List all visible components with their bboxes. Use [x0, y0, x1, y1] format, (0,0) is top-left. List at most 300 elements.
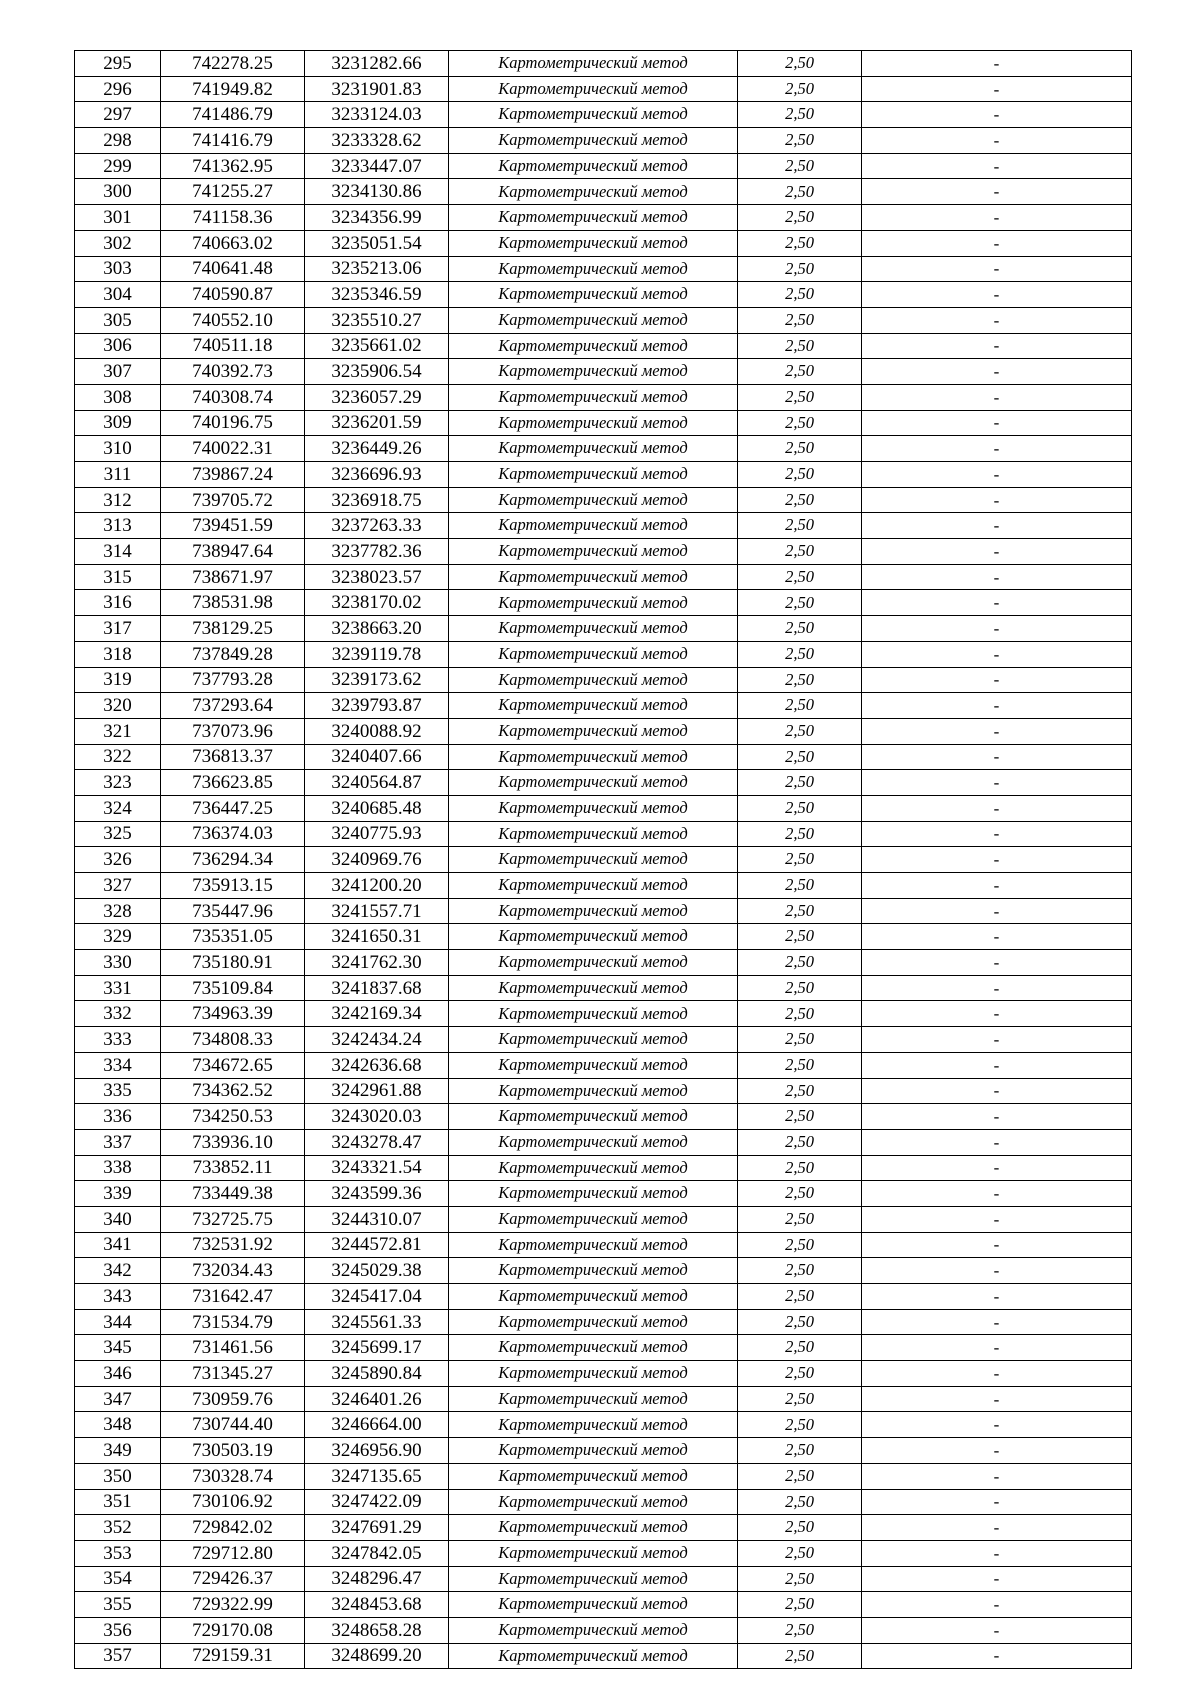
method-cell: Картометрический метод	[449, 51, 738, 77]
point-number-cell: 312	[75, 487, 161, 513]
x-coordinate-cell: 736374.03	[161, 821, 305, 847]
accuracy-cell: 2,50	[738, 1335, 862, 1361]
method-cell: Картометрический метод	[449, 1309, 738, 1335]
table-row	[75, 102, 1132, 128]
description-cell: -	[862, 795, 1132, 821]
table-row	[75, 1052, 1132, 1078]
method-cell: Картометрический метод	[449, 1540, 738, 1566]
point-number-cell: 346	[75, 1361, 161, 1387]
table-row	[75, 1515, 1132, 1541]
method-cell: Картометрический метод	[449, 102, 738, 128]
x-coordinate-cell: 730959.76	[161, 1386, 305, 1412]
method-cell: Картометрический метод	[449, 1258, 738, 1284]
x-coordinate-cell: 729426.37	[161, 1566, 305, 1592]
y-coordinate-cell: 3236696.93	[305, 462, 449, 488]
x-coordinate-cell: 738671.97	[161, 564, 305, 590]
method-cell: Картометрический метод	[449, 513, 738, 539]
y-coordinate-cell: 3236449.26	[305, 436, 449, 462]
method-cell: Картометрический метод	[449, 590, 738, 616]
y-coordinate-cell: 3244572.81	[305, 1232, 449, 1258]
description-cell: -	[862, 1258, 1132, 1284]
table-row	[75, 975, 1132, 1001]
y-coordinate-cell: 3240407.66	[305, 744, 449, 770]
point-number-cell: 349	[75, 1438, 161, 1464]
point-number-cell: 351	[75, 1489, 161, 1515]
x-coordinate-cell: 739867.24	[161, 462, 305, 488]
description-cell: -	[862, 924, 1132, 950]
description-cell: -	[862, 1489, 1132, 1515]
point-number-cell: 348	[75, 1412, 161, 1438]
y-coordinate-cell: 3235051.54	[305, 230, 449, 256]
method-cell: Картометрический метод	[449, 1463, 738, 1489]
x-coordinate-cell: 734963.39	[161, 1001, 305, 1027]
method-cell: Картометрический метод	[449, 410, 738, 436]
y-coordinate-cell: 3240564.87	[305, 770, 449, 796]
description-cell: -	[862, 744, 1132, 770]
table-row	[75, 1335, 1132, 1361]
table-row	[75, 205, 1132, 231]
table-row	[75, 153, 1132, 179]
point-number-cell: 313	[75, 513, 161, 539]
accuracy-cell: 2,50	[738, 1001, 862, 1027]
y-coordinate-cell: 3231901.83	[305, 76, 449, 102]
x-coordinate-cell: 729170.08	[161, 1617, 305, 1643]
table-row	[75, 487, 1132, 513]
y-coordinate-cell: 3243020.03	[305, 1104, 449, 1130]
table-row	[75, 1258, 1132, 1284]
point-number-cell: 301	[75, 205, 161, 231]
method-cell: Картометрический метод	[449, 333, 738, 359]
point-number-cell: 335	[75, 1078, 161, 1104]
point-number-cell: 330	[75, 950, 161, 976]
description-cell: -	[862, 1052, 1132, 1078]
method-cell: Картометрический метод	[449, 950, 738, 976]
point-number-cell: 300	[75, 179, 161, 205]
accuracy-cell: 2,50	[738, 1155, 862, 1181]
y-coordinate-cell: 3237782.36	[305, 539, 449, 565]
description-cell: -	[862, 1129, 1132, 1155]
description-cell: -	[862, 1309, 1132, 1335]
table-row	[75, 1309, 1132, 1335]
accuracy-cell: 2,50	[738, 641, 862, 667]
table-row	[75, 539, 1132, 565]
point-number-cell: 336	[75, 1104, 161, 1130]
x-coordinate-cell: 730744.40	[161, 1412, 305, 1438]
description-cell: -	[862, 462, 1132, 488]
point-number-cell: 338	[75, 1155, 161, 1181]
x-coordinate-cell: 733852.11	[161, 1155, 305, 1181]
point-number-cell: 352	[75, 1515, 161, 1541]
method-cell: Картометрический метод	[449, 744, 738, 770]
table-row	[75, 795, 1132, 821]
point-number-cell: 315	[75, 564, 161, 590]
description-cell: -	[862, 1181, 1132, 1207]
method-cell: Картометрический метод	[449, 847, 738, 873]
table-row	[75, 384, 1132, 410]
method-cell: Картометрический метод	[449, 718, 738, 744]
description-cell: -	[862, 616, 1132, 642]
point-number-cell: 295	[75, 51, 161, 77]
accuracy-cell: 2,50	[738, 1129, 862, 1155]
accuracy-cell: 2,50	[738, 616, 862, 642]
method-cell: Картометрический метод	[449, 76, 738, 102]
accuracy-cell: 2,50	[738, 179, 862, 205]
method-cell: Картометрический метод	[449, 1052, 738, 1078]
point-number-cell: 318	[75, 641, 161, 667]
accuracy-cell: 2,50	[738, 307, 862, 333]
x-coordinate-cell: 741362.95	[161, 153, 305, 179]
description-cell: -	[862, 1335, 1132, 1361]
point-number-cell: 324	[75, 795, 161, 821]
point-number-cell: 341	[75, 1232, 161, 1258]
table-row	[75, 1540, 1132, 1566]
accuracy-cell: 2,50	[738, 1489, 862, 1515]
point-number-cell: 325	[75, 821, 161, 847]
accuracy-cell: 2,50	[738, 513, 862, 539]
y-coordinate-cell: 3242169.34	[305, 1001, 449, 1027]
accuracy-cell: 2,50	[738, 975, 862, 1001]
point-number-cell: 339	[75, 1181, 161, 1207]
description-cell: -	[862, 384, 1132, 410]
accuracy-cell: 2,50	[738, 1104, 862, 1130]
table-row	[75, 924, 1132, 950]
point-number-cell: 355	[75, 1592, 161, 1618]
point-number-cell: 340	[75, 1206, 161, 1232]
coordinates-table-body	[75, 51, 1132, 1669]
x-coordinate-cell: 732725.75	[161, 1206, 305, 1232]
method-cell: Картометрический метод	[449, 795, 738, 821]
description-cell: -	[862, 1617, 1132, 1643]
point-number-cell: 306	[75, 333, 161, 359]
point-number-cell: 298	[75, 128, 161, 154]
accuracy-cell: 2,50	[738, 1258, 862, 1284]
x-coordinate-cell: 733936.10	[161, 1129, 305, 1155]
x-coordinate-cell: 732531.92	[161, 1232, 305, 1258]
y-coordinate-cell: 3239119.78	[305, 641, 449, 667]
y-coordinate-cell: 3245890.84	[305, 1361, 449, 1387]
x-coordinate-cell: 741949.82	[161, 76, 305, 102]
x-coordinate-cell: 740641.48	[161, 256, 305, 282]
y-coordinate-cell: 3246664.00	[305, 1412, 449, 1438]
accuracy-cell: 2,50	[738, 333, 862, 359]
point-number-cell: 343	[75, 1284, 161, 1310]
x-coordinate-cell: 740552.10	[161, 307, 305, 333]
x-coordinate-cell: 729712.80	[161, 1540, 305, 1566]
table-row	[75, 693, 1132, 719]
x-coordinate-cell: 740511.18	[161, 333, 305, 359]
method-cell: Картометрический метод	[449, 539, 738, 565]
accuracy-cell: 2,50	[738, 693, 862, 719]
y-coordinate-cell: 3236057.29	[305, 384, 449, 410]
table-row	[75, 307, 1132, 333]
x-coordinate-cell: 738947.64	[161, 539, 305, 565]
point-number-cell: 321	[75, 718, 161, 744]
table-row	[75, 256, 1132, 282]
accuracy-cell: 2,50	[738, 1540, 862, 1566]
y-coordinate-cell: 3247422.09	[305, 1489, 449, 1515]
accuracy-cell: 2,50	[738, 1206, 862, 1232]
description-cell: -	[862, 205, 1132, 231]
y-coordinate-cell: 3241762.30	[305, 950, 449, 976]
method-cell: Картометрический метод	[449, 1001, 738, 1027]
y-coordinate-cell: 3243599.36	[305, 1181, 449, 1207]
description-cell: -	[862, 1104, 1132, 1130]
y-coordinate-cell: 3241837.68	[305, 975, 449, 1001]
accuracy-cell: 2,50	[738, 1412, 862, 1438]
accuracy-cell: 2,50	[738, 1052, 862, 1078]
y-coordinate-cell: 3240775.93	[305, 821, 449, 847]
method-cell: Картометрический метод	[449, 462, 738, 488]
point-number-cell: 299	[75, 153, 161, 179]
table-row	[75, 821, 1132, 847]
accuracy-cell: 2,50	[738, 256, 862, 282]
accuracy-cell: 2,50	[738, 1232, 862, 1258]
point-number-cell: 317	[75, 616, 161, 642]
x-coordinate-cell: 736294.34	[161, 847, 305, 873]
description-cell: -	[862, 1592, 1132, 1618]
x-coordinate-cell: 739705.72	[161, 487, 305, 513]
y-coordinate-cell: 3245561.33	[305, 1309, 449, 1335]
description-cell: -	[862, 1438, 1132, 1464]
description-cell: -	[862, 1540, 1132, 1566]
y-coordinate-cell: 3235346.59	[305, 282, 449, 308]
description-cell: -	[862, 256, 1132, 282]
x-coordinate-cell: 730328.74	[161, 1463, 305, 1489]
point-number-cell: 326	[75, 847, 161, 873]
point-number-cell: 310	[75, 436, 161, 462]
x-coordinate-cell: 740392.73	[161, 359, 305, 385]
point-number-cell: 319	[75, 667, 161, 693]
description-cell: -	[862, 76, 1132, 102]
x-coordinate-cell: 730106.92	[161, 1489, 305, 1515]
table-row	[75, 590, 1132, 616]
description-cell: -	[862, 1232, 1132, 1258]
table-row	[75, 641, 1132, 667]
accuracy-cell: 2,50	[738, 821, 862, 847]
method-cell: Картометрический метод	[449, 1181, 738, 1207]
description-cell: -	[862, 667, 1132, 693]
y-coordinate-cell: 3243321.54	[305, 1155, 449, 1181]
y-coordinate-cell: 3246956.90	[305, 1438, 449, 1464]
table-row	[75, 1617, 1132, 1643]
point-number-cell: 296	[75, 76, 161, 102]
y-coordinate-cell: 3244310.07	[305, 1206, 449, 1232]
y-coordinate-cell: 3239793.87	[305, 693, 449, 719]
description-cell: -	[862, 641, 1132, 667]
accuracy-cell: 2,50	[738, 282, 862, 308]
table-row	[75, 1592, 1132, 1618]
point-number-cell: 354	[75, 1566, 161, 1592]
accuracy-cell: 2,50	[738, 487, 862, 513]
x-coordinate-cell: 737073.96	[161, 718, 305, 744]
method-cell: Картометрический метод	[449, 179, 738, 205]
table-row	[75, 1284, 1132, 1310]
description-cell: -	[862, 359, 1132, 385]
description-cell: -	[862, 898, 1132, 924]
y-coordinate-cell: 3248453.68	[305, 1592, 449, 1618]
point-number-cell: 328	[75, 898, 161, 924]
method-cell: Картометрический метод	[449, 924, 738, 950]
method-cell: Картометрический метод	[449, 487, 738, 513]
accuracy-cell: 2,50	[738, 1438, 862, 1464]
x-coordinate-cell: 740022.31	[161, 436, 305, 462]
x-coordinate-cell: 735447.96	[161, 898, 305, 924]
method-cell: Картометрический метод	[449, 770, 738, 796]
y-coordinate-cell: 3245029.38	[305, 1258, 449, 1284]
table-row	[75, 1078, 1132, 1104]
accuracy-cell: 2,50	[738, 230, 862, 256]
y-coordinate-cell: 3235906.54	[305, 359, 449, 385]
table-row	[75, 1643, 1132, 1669]
point-number-cell: 304	[75, 282, 161, 308]
point-number-cell: 350	[75, 1463, 161, 1489]
method-cell: Картометрический метод	[449, 359, 738, 385]
x-coordinate-cell: 741486.79	[161, 102, 305, 128]
description-cell: -	[862, 1155, 1132, 1181]
accuracy-cell: 2,50	[738, 950, 862, 976]
point-number-cell: 327	[75, 873, 161, 899]
table-row	[75, 282, 1132, 308]
x-coordinate-cell: 734672.65	[161, 1052, 305, 1078]
x-coordinate-cell: 737849.28	[161, 641, 305, 667]
method-cell: Картометрический метод	[449, 1206, 738, 1232]
y-coordinate-cell: 3236201.59	[305, 410, 449, 436]
table-row	[75, 333, 1132, 359]
y-coordinate-cell: 3234356.99	[305, 205, 449, 231]
method-cell: Картометрический метод	[449, 1515, 738, 1541]
point-number-cell: 297	[75, 102, 161, 128]
table-row	[75, 462, 1132, 488]
point-number-cell: 331	[75, 975, 161, 1001]
x-coordinate-cell: 736813.37	[161, 744, 305, 770]
y-coordinate-cell: 3245417.04	[305, 1284, 449, 1310]
description-cell: -	[862, 487, 1132, 513]
accuracy-cell: 2,50	[738, 667, 862, 693]
point-number-cell: 334	[75, 1052, 161, 1078]
point-number-cell: 353	[75, 1540, 161, 1566]
point-number-cell: 307	[75, 359, 161, 385]
y-coordinate-cell: 3233124.03	[305, 102, 449, 128]
x-coordinate-cell: 736623.85	[161, 770, 305, 796]
table-row	[75, 128, 1132, 154]
table-row	[75, 770, 1132, 796]
table-row	[75, 564, 1132, 590]
y-coordinate-cell: 3246401.26	[305, 1386, 449, 1412]
y-coordinate-cell: 3238663.20	[305, 616, 449, 642]
description-cell: -	[862, 1386, 1132, 1412]
description-cell: -	[862, 975, 1132, 1001]
description-cell: -	[862, 1566, 1132, 1592]
method-cell: Картометрический метод	[449, 898, 738, 924]
description-cell: -	[862, 539, 1132, 565]
table-row	[75, 1104, 1132, 1130]
y-coordinate-cell: 3247135.65	[305, 1463, 449, 1489]
description-cell: -	[862, 1001, 1132, 1027]
accuracy-cell: 2,50	[738, 205, 862, 231]
table-row	[75, 950, 1132, 976]
y-coordinate-cell: 3240969.76	[305, 847, 449, 873]
y-coordinate-cell: 3241200.20	[305, 873, 449, 899]
y-coordinate-cell: 3241650.31	[305, 924, 449, 950]
accuracy-cell: 2,50	[738, 1078, 862, 1104]
table-row	[75, 179, 1132, 205]
method-cell: Картометрический метод	[449, 564, 738, 590]
x-coordinate-cell: 738129.25	[161, 616, 305, 642]
table-row	[75, 1386, 1132, 1412]
accuracy-cell: 2,50	[738, 128, 862, 154]
x-coordinate-cell: 739451.59	[161, 513, 305, 539]
description-cell: -	[862, 564, 1132, 590]
x-coordinate-cell: 735351.05	[161, 924, 305, 950]
y-coordinate-cell: 3242961.88	[305, 1078, 449, 1104]
x-coordinate-cell: 730503.19	[161, 1438, 305, 1464]
point-number-cell: 311	[75, 462, 161, 488]
description-cell: -	[862, 770, 1132, 796]
y-coordinate-cell: 3236918.75	[305, 487, 449, 513]
point-number-cell: 347	[75, 1386, 161, 1412]
y-coordinate-cell: 3247691.29	[305, 1515, 449, 1541]
method-cell: Картометрический метод	[449, 1617, 738, 1643]
table-row	[75, 1438, 1132, 1464]
method-cell: Картометрический метод	[449, 282, 738, 308]
x-coordinate-cell: 731534.79	[161, 1309, 305, 1335]
accuracy-cell: 2,50	[738, 564, 862, 590]
table-row	[75, 1129, 1132, 1155]
description-cell: -	[862, 230, 1132, 256]
accuracy-cell: 2,50	[738, 1386, 862, 1412]
description-cell: -	[862, 693, 1132, 719]
x-coordinate-cell: 731642.47	[161, 1284, 305, 1310]
accuracy-cell: 2,50	[738, 1515, 862, 1541]
x-coordinate-cell: 735913.15	[161, 873, 305, 899]
point-number-cell: 337	[75, 1129, 161, 1155]
method-cell: Картометрический метод	[449, 1232, 738, 1258]
description-cell: -	[862, 590, 1132, 616]
y-coordinate-cell: 3235510.27	[305, 307, 449, 333]
method-cell: Картометрический метод	[449, 641, 738, 667]
description-cell: -	[862, 1412, 1132, 1438]
x-coordinate-cell: 735109.84	[161, 975, 305, 1001]
point-number-cell: 332	[75, 1001, 161, 1027]
table-row	[75, 1489, 1132, 1515]
method-cell: Картометрический метод	[449, 436, 738, 462]
accuracy-cell: 2,50	[738, 153, 862, 179]
table-row	[75, 513, 1132, 539]
method-cell: Картометрический метод	[449, 205, 738, 231]
accuracy-cell: 2,50	[738, 539, 862, 565]
description-cell: -	[862, 1515, 1132, 1541]
table-row	[75, 847, 1132, 873]
table-row	[75, 1463, 1132, 1489]
point-number-cell: 342	[75, 1258, 161, 1284]
point-number-cell: 314	[75, 539, 161, 565]
accuracy-cell: 2,50	[738, 51, 862, 77]
method-cell: Картометрический метод	[449, 616, 738, 642]
description-cell: -	[862, 1284, 1132, 1310]
accuracy-cell: 2,50	[738, 1181, 862, 1207]
accuracy-cell: 2,50	[738, 924, 862, 950]
table-row	[75, 616, 1132, 642]
method-cell: Картометрический метод	[449, 230, 738, 256]
x-coordinate-cell: 737793.28	[161, 667, 305, 693]
table-row	[75, 667, 1132, 693]
description-cell: -	[862, 179, 1132, 205]
accuracy-cell: 2,50	[738, 436, 862, 462]
accuracy-cell: 2,50	[738, 359, 862, 385]
point-number-cell: 329	[75, 924, 161, 950]
accuracy-cell: 2,50	[738, 1643, 862, 1669]
accuracy-cell: 2,50	[738, 795, 862, 821]
